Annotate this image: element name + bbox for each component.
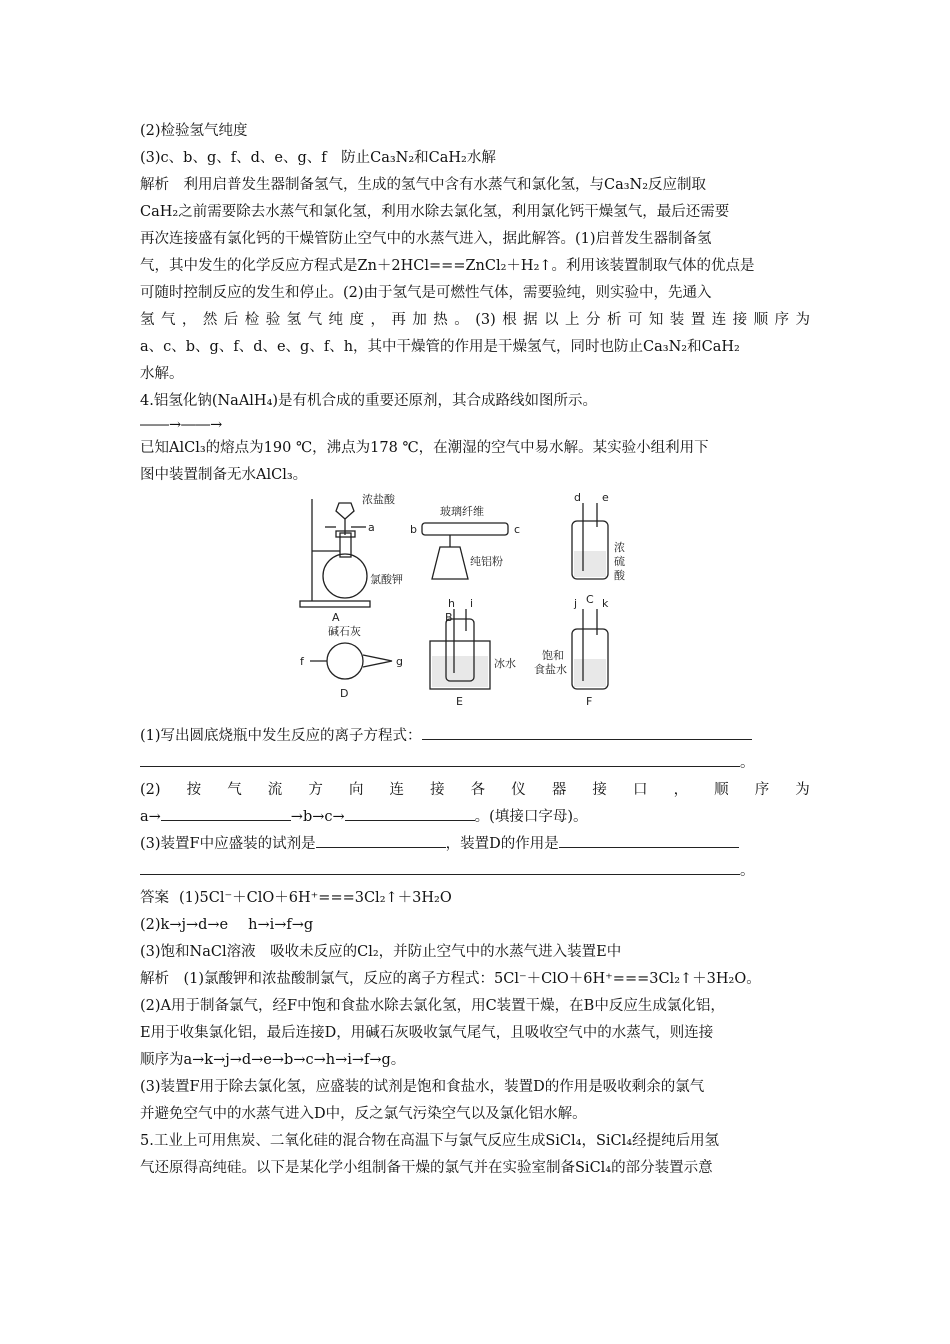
word: 方 xyxy=(308,782,323,798)
apparatus-diagram xyxy=(290,491,670,723)
label-glass-fiber: 玻璃纤维 xyxy=(440,505,484,518)
word: 接 xyxy=(430,782,445,798)
sub-question-2 xyxy=(140,777,810,804)
word: 气 xyxy=(227,782,242,798)
sub-question-1 xyxy=(140,723,810,750)
port-b: b xyxy=(410,523,417,536)
word: 顺 xyxy=(714,782,729,798)
answer-1 xyxy=(140,885,810,912)
document-page xyxy=(140,118,810,1182)
text: (3)装置F中应盛装的试剂是 xyxy=(140,836,316,852)
label-ice-water: 冰水 xyxy=(494,657,516,670)
sub-question-3-cont xyxy=(140,858,810,885)
label-al-powder: 纯铝粉 xyxy=(470,555,503,568)
apparatus-figure xyxy=(140,491,810,723)
word: ， xyxy=(673,782,689,798)
apparatus-F-label: F xyxy=(586,695,593,708)
apparatus-D-label: D xyxy=(340,687,349,700)
answer-blank[interactable] xyxy=(161,804,291,821)
word: 连 xyxy=(389,782,405,798)
word: 为 xyxy=(795,782,810,798)
text: 。(填接口字母)。 xyxy=(474,809,588,825)
port-c: c xyxy=(514,523,521,536)
question-4-known-2: 图中装置制备无水AlCl₃。 xyxy=(140,467,308,483)
word: 接 xyxy=(592,782,607,798)
word: 仪 xyxy=(511,782,526,798)
answer-blank[interactable] xyxy=(316,831,446,848)
text: a→ xyxy=(140,809,161,825)
period: 。 xyxy=(740,755,755,771)
port-i: i xyxy=(470,597,474,610)
prev-analysis-line: a、c、b、g、f、d、e、g、f、h，其中干燥管的作用是干燥氢气，同时也防止Ca₃N₂和CaH₂ xyxy=(140,339,740,355)
sub-question-1-text: (1)写出圆底烧瓶中发生反应的离子方程式： xyxy=(140,728,422,744)
period: 。 xyxy=(740,863,755,879)
prev-analysis-line: 再次连接盛有氯化钙的干燥管防止空气中的水蒸气进入，据此解答。(1)启普发生器制备氢 xyxy=(140,231,712,247)
port-g: g xyxy=(396,655,403,668)
port-a: a xyxy=(368,521,375,534)
port-k: k xyxy=(602,597,609,610)
port-h: h xyxy=(448,597,455,610)
prev-analysis-line: CaH₂之前需要除去水蒸气和氯化氢，利用水除去氯化氢，利用氯化钙干燥氢气，最后还需要 xyxy=(140,204,730,220)
answer-blank[interactable] xyxy=(345,804,475,821)
word: 各 xyxy=(470,782,486,798)
sub-question-2-cont xyxy=(140,804,810,831)
synthesis-route-arrows: ――→――→ xyxy=(140,417,223,433)
analysis-line: (2)A用于制备氯气，经F中饱和食盐水除去氯化氢，用C装置干燥，在B中反应生成氯化铝， xyxy=(140,998,725,1014)
apparatus-A-label: A xyxy=(332,611,340,624)
label-conc-h2so4: 浓 xyxy=(614,541,625,554)
answer-blank[interactable] xyxy=(140,858,740,875)
prev-analysis-line: 可随时控制反应的发生和停止。(2)由于氢气是可燃性气体，需要验纯，则实验中，先通入 xyxy=(140,285,712,301)
word: 器 xyxy=(551,782,567,798)
word: 按 xyxy=(186,782,202,798)
prev-analysis-line: 气，其中发生的化学反应方程式是Zn＋2HCl===ZnCl₂＋H₂↑。利用该装置制取气体的优点是 xyxy=(140,258,755,274)
sub-question-1-cont xyxy=(140,750,810,777)
label-conc-h2so4: 硫 xyxy=(614,555,625,568)
analysis-line: 解析 (1)氯酸钾和浓盐酸制氯气，反应的离子方程式：5Cl⁻＋ClO＋6H⁺===3Cl₂↑＋3H₂O。 xyxy=(140,971,761,987)
apparatus-E-label: E xyxy=(456,695,463,708)
prev-analysis-line: 氢气，然后检验氢气纯度，再加热。(3)根据以上分析可知装置连接顺序为 xyxy=(140,312,810,328)
text: →b→c→ xyxy=(290,809,345,825)
answer-blank[interactable] xyxy=(559,831,739,848)
word: 序 xyxy=(754,782,770,798)
port-d: d xyxy=(574,491,581,504)
answer-label: 答案 xyxy=(140,890,169,906)
answer-text: (2)k→j→d→e xyxy=(140,917,229,933)
question-5-line: 5.工业上可用焦炭、二氧化硅的混合物在高温下与氯气反应生成SiCl₄，SiCl₄经提纯后用氢 xyxy=(140,1133,720,1149)
port-e: e xyxy=(602,491,609,504)
prev-answer-3: (3)c、b、g、f、d、e、g、f 防止Ca₃N₂和CaH₂水解 xyxy=(140,150,496,166)
word: (2) xyxy=(140,782,161,798)
label-sat-brine: 饱和 xyxy=(542,649,564,662)
answer-blank[interactable] xyxy=(422,723,752,740)
stand-base xyxy=(300,601,370,607)
port-j: j xyxy=(574,597,578,610)
answer-2 xyxy=(140,912,810,939)
word: 口 xyxy=(632,782,648,798)
label-conc-h2so4: 酸 xyxy=(614,569,625,582)
answer-3: (3)饱和NaCl溶液 吸收未反应的Cl₂，并防止空气中的水蒸气进入装置E中 xyxy=(140,944,622,960)
analysis-line: (3)装置F用于除去氯化氢，应盛装的试剂是饱和食盐水，装置D的作用是吸收剩余的氯气 xyxy=(140,1079,705,1095)
label-conc-hcl: 浓盐酸 xyxy=(362,493,395,506)
label-soda-lime: 碱石灰 xyxy=(328,625,361,638)
question-4-known-1: 已知AlCl₃的熔点为190 ℃，沸点为178 ℃，在潮湿的空气中易水解。某实验小组利用下 xyxy=(140,440,709,456)
answer-text: h→i→f→g xyxy=(248,917,314,933)
analysis-line: 并避免空气中的水蒸气进入D中，反之氯气污染空气以及氯化铝水解。 xyxy=(140,1106,587,1122)
prev-answer-2: (2)检验氢气纯度 xyxy=(140,123,248,139)
word: 流 xyxy=(267,782,283,798)
text: ，装置D的作用是 xyxy=(445,836,559,852)
label-kclo3: 氯酸钾 xyxy=(370,573,403,586)
apparatus-C-label: C xyxy=(586,593,594,606)
question-4-title: 4.铝氢化钠(NaAlH₄)是有机合成的重要还原剂，其合成路线如图所示。 xyxy=(140,393,598,409)
answer-text: (1)5Cl⁻＋ClO＋6H⁺===3Cl₂↑＋3H₂O xyxy=(179,890,452,906)
prev-analysis-line: 解析 利用启普发生器制备氢气，生成的氢气中含有水蒸气和氯化氢，与Ca₃N₂反应制取 xyxy=(140,177,707,193)
answer-blank[interactable] xyxy=(140,750,740,767)
prev-analysis-line: 水解。 xyxy=(140,366,184,382)
port-f: f xyxy=(300,655,304,668)
analysis-line: E用于收集氯化铝，最后连接D，用碱石灰吸收氯气尾气，且吸收空气中的水蒸气，则连接 xyxy=(140,1025,714,1041)
sub-question-3 xyxy=(140,831,810,858)
label-sat-brine: 食盐水 xyxy=(534,663,567,676)
word: 向 xyxy=(348,782,364,798)
analysis-line: 顺序为a→k→j→d→e→b→c→h→i→f→g。 xyxy=(140,1052,406,1068)
question-5-line: 气还原得高纯硅。以下是某化学小组制备干燥的氯气并在实验室制备SiCl₄的部分装置示意 xyxy=(140,1160,713,1176)
apparatus-B-label: B xyxy=(445,611,453,624)
